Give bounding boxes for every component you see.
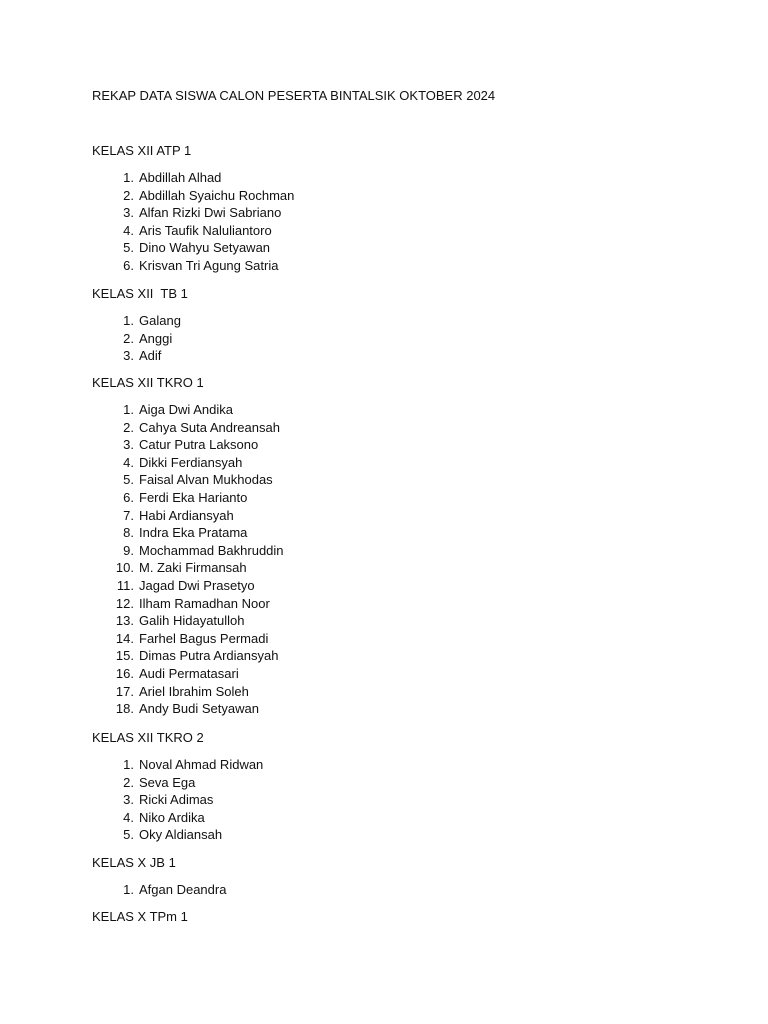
list-item-number: 17. [115, 683, 134, 699]
student-name: Faisal Alvan Mukhodas [139, 472, 273, 488]
student-name: Ilham Ramadhan Noor [139, 595, 270, 611]
list-item-number: 1. [123, 402, 134, 417]
list-item-number: 3. [123, 792, 134, 808]
student-name: Afgan Deandra [139, 882, 227, 897]
list-item [92, 187, 692, 205]
list-item-number: 11. [116, 577, 134, 593]
list-item [92, 774, 692, 792]
list-item-number: 5. [123, 472, 134, 488]
list-item-number: 15. [115, 648, 134, 664]
class-section-xii-tb-1 [92, 285, 692, 365]
list-item [92, 239, 692, 257]
list-item [92, 665, 692, 683]
student-name: Farhel Bagus Permadi [139, 630, 269, 646]
list-item-number: 2. [123, 330, 134, 346]
list-item-number: 10. [115, 560, 134, 576]
class-heading: KELAS X TPm 1 [92, 909, 188, 924]
list-item [92, 612, 692, 630]
student-name: Adif [139, 348, 162, 364]
student-name: Krisvan Tri Agung Satria [139, 257, 279, 273]
student-name: Galang [139, 313, 181, 328]
list-item-number: 14. [115, 630, 134, 646]
student-name: Abdillah Syaichu Rochman [139, 187, 295, 203]
student-name: Indra Eka Pratama [139, 525, 248, 541]
list-item-number: 6. [123, 489, 134, 505]
list-item-number: 2. [123, 187, 134, 203]
student-name: Mochammad Bakhruddin [139, 542, 284, 558]
student-list [92, 169, 692, 275]
list-item [92, 312, 692, 330]
list-item-number: 3. [123, 348, 134, 364]
list-item [92, 471, 692, 489]
list-item-number: 1. [123, 313, 134, 328]
list-item [92, 647, 692, 665]
list-item-number: 4. [123, 222, 134, 238]
list-item [92, 222, 692, 240]
list-item [92, 489, 692, 507]
list-item [92, 683, 692, 701]
list-item [92, 257, 692, 275]
class-section-x-tpm-1 [92, 908, 692, 925]
student-name: Habi Ardiansyah [139, 507, 234, 523]
list-item [92, 630, 692, 648]
list-item-number: 13. [115, 613, 134, 629]
list-item [92, 700, 692, 718]
list-item [92, 419, 692, 437]
student-name: M. Zaki Firmansah [139, 560, 247, 576]
student-name: Dikki Ferdiansyah [139, 454, 243, 470]
list-item [92, 577, 692, 595]
list-item [92, 791, 692, 809]
list-item [92, 204, 692, 222]
student-list [92, 401, 692, 718]
student-name: Alfan Rizki Dwi Sabriano [139, 205, 282, 221]
list-item-number: 1. [123, 757, 134, 772]
list-item-number: 4. [123, 809, 134, 825]
document-title: REKAP DATA SISWA CALON PESERTA BINTALSIK OKTOBER 2024 [92, 88, 496, 103]
student-name: Audi Permatasari [139, 665, 239, 681]
class-heading: KELAS XII TKRO 2 [92, 730, 204, 745]
list-item [92, 330, 692, 348]
list-item-number: 2. [123, 774, 134, 790]
list-item-number: 9. [123, 542, 134, 558]
list-item [92, 756, 692, 774]
list-item [92, 347, 692, 365]
student-name: Anggi [139, 330, 173, 346]
student-name: Cahya Suta Andreansah [139, 419, 280, 435]
list-item-number: 7. [123, 507, 134, 523]
student-name: Catur Putra Laksono [139, 437, 259, 453]
student-name: Galih Hidayatulloh [139, 613, 245, 629]
class-section-x-jb-1 [92, 854, 692, 899]
class-heading: KELAS XII TKRO 1 [92, 375, 204, 390]
list-item-number: 2. [123, 419, 134, 435]
student-list [92, 756, 692, 844]
class-heading: KELAS XII ATP 1 [92, 143, 192, 158]
list-item-number: 1. [123, 882, 134, 897]
list-item [92, 595, 692, 613]
student-name: Ricki Adimas [139, 792, 214, 808]
list-item [92, 826, 692, 844]
list-item-number: 5. [123, 240, 134, 256]
list-item-number: 5. [123, 827, 134, 843]
list-item [92, 401, 692, 419]
list-item [92, 507, 692, 525]
student-list [92, 312, 692, 365]
student-name: Oky Aldiansah [139, 827, 223, 843]
student-name: Aiga Dwi Andika [139, 402, 233, 417]
student-name: Jagad Dwi Prasetyo [139, 577, 255, 593]
student-list [92, 881, 692, 899]
class-heading: KELAS XII TB 1 [92, 286, 188, 301]
list-item-number: 18. [115, 701, 134, 717]
list-item-number: 8. [123, 525, 134, 541]
list-item [92, 436, 692, 454]
list-item-number: 16. [115, 665, 134, 681]
student-name: Ariel Ibrahim Soleh [139, 683, 249, 699]
student-name: Dimas Putra Ardiansyah [139, 648, 279, 664]
student-name: Abdillah Alhad [139, 170, 222, 185]
list-item-number: 3. [123, 205, 134, 221]
student-name: Aris Taufik Naluliantoro [139, 222, 272, 238]
list-item-number: 1. [123, 170, 134, 185]
student-name: Andy Budi Setyawan [139, 701, 259, 717]
list-item [92, 559, 692, 577]
student-name: Seva Ega [139, 774, 196, 790]
student-name: Niko Ardika [139, 809, 205, 825]
class-section-xii-tkro-2 [92, 729, 692, 844]
student-name: Noval Ahmad Ridwan [139, 757, 264, 772]
list-item-number: 3. [123, 437, 134, 453]
class-heading: KELAS X JB 1 [92, 855, 176, 870]
list-item-number: 6. [123, 257, 134, 273]
list-item [92, 542, 692, 560]
list-item [92, 454, 692, 472]
list-item [92, 169, 692, 187]
class-section-xii-tkro-1 [92, 374, 692, 718]
list-item [92, 809, 692, 827]
student-name: Dino Wahyu Setyawan [139, 240, 271, 256]
list-item [92, 881, 692, 899]
list-item-number: 4. [123, 454, 134, 470]
class-section-xii-atp-1 [92, 142, 692, 275]
student-name: Ferdi Eka Harianto [139, 489, 248, 505]
list-item [92, 524, 692, 542]
list-item-number: 12. [115, 595, 134, 611]
